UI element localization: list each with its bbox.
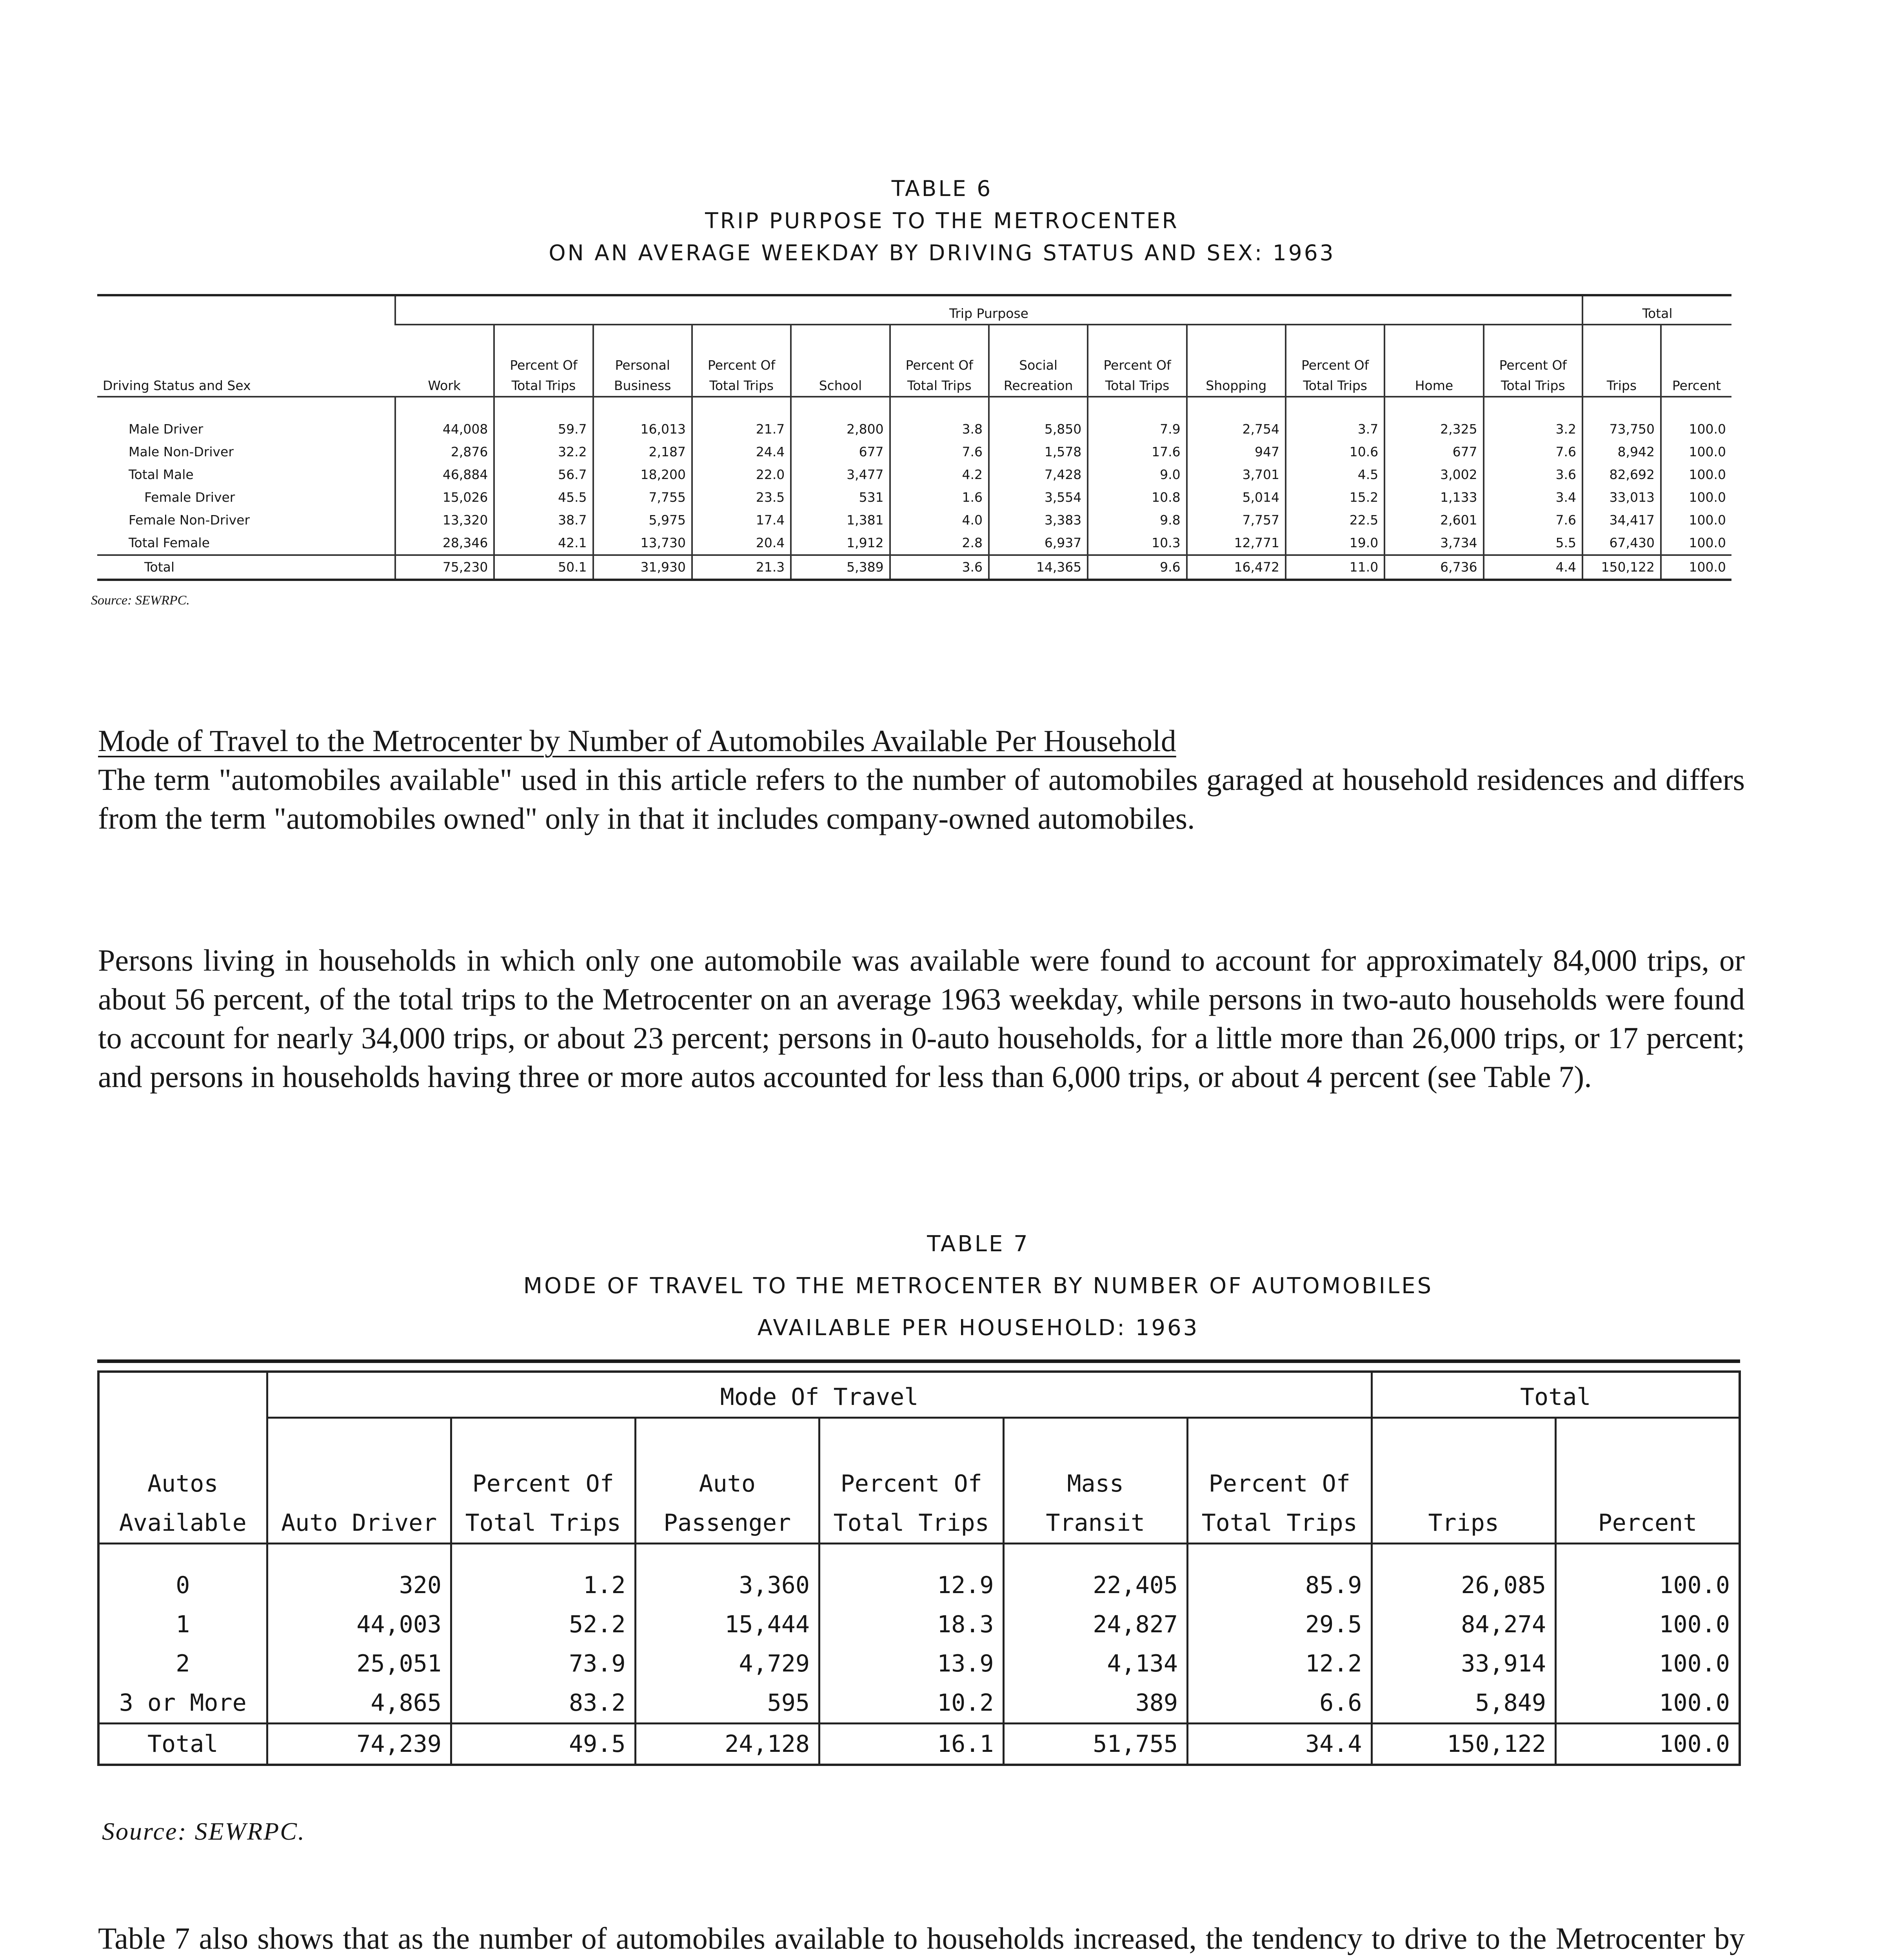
table6-cell: 3.6 xyxy=(1484,463,1582,486)
table7-row-label: Total xyxy=(98,1724,267,1765)
table6-row-label: Total xyxy=(97,555,395,580)
table7-cell: 22,405 xyxy=(1003,1566,1188,1605)
table7-row xyxy=(98,1683,1740,1724)
table6-cell: 38.7 xyxy=(494,509,593,532)
table7-cell: 73.9 xyxy=(451,1644,636,1683)
table6-cell: 3,477 xyxy=(791,463,890,486)
table6-cell: 7.9 xyxy=(1088,418,1186,441)
table6-column-header: Trips xyxy=(1582,325,1661,397)
table6-cell: 17.6 xyxy=(1088,441,1186,463)
table7 xyxy=(97,1370,1741,1766)
table6-title-line: TABLE 6 xyxy=(891,176,993,201)
table6-spacer-row xyxy=(97,397,1731,418)
table7-row xyxy=(98,1566,1740,1605)
table6-cell: 5,975 xyxy=(593,509,692,532)
table7-row xyxy=(98,1724,1740,1765)
table6-spacer-cell xyxy=(1484,397,1582,418)
table6-cell: 67,430 xyxy=(1582,532,1661,555)
table6-cell: 1,381 xyxy=(791,509,890,532)
table7-spacer-cell xyxy=(635,1544,819,1566)
table6-cell: 8,942 xyxy=(1582,441,1661,463)
table6-cell: 100.0 xyxy=(1661,418,1731,441)
table6-cell: 24.4 xyxy=(692,441,791,463)
table6 xyxy=(97,294,1731,581)
table6-spacer-cell xyxy=(692,397,791,418)
table6-spacer-cell xyxy=(1582,397,1661,418)
table6-group-header: Trip Purpose xyxy=(395,295,1582,325)
table6-column-header: Percent Of Total Trips xyxy=(1286,325,1384,397)
table7-cell: 52.2 xyxy=(451,1605,636,1644)
table6-column-header: School xyxy=(791,325,890,397)
table6-row-label: Total Male xyxy=(129,467,194,482)
table6-cell: 3,002 xyxy=(1384,463,1483,486)
table6-cell: 44,008 xyxy=(395,418,494,441)
table7-cell: 100.0 xyxy=(1556,1605,1740,1644)
table6-cell: 73,750 xyxy=(1582,418,1661,441)
table6-row-label: Female Driver xyxy=(144,490,235,505)
table6-cell: 3.8 xyxy=(890,418,989,441)
table6-cell: 9.6 xyxy=(1088,555,1186,580)
table6-cell: 9.8 xyxy=(1088,509,1186,532)
table6-spacer-cell xyxy=(395,397,494,418)
table7-column-header: Auto Passenger xyxy=(635,1418,819,1544)
table6-cell: 4.4 xyxy=(1484,555,1582,580)
table6-cell: 10.6 xyxy=(1286,441,1384,463)
table6-spacer-cell xyxy=(1187,397,1286,418)
table6-cell: 6,937 xyxy=(989,532,1088,555)
table7-cell: 3,360 xyxy=(635,1566,819,1605)
table7-spacer-cell xyxy=(1003,1544,1188,1566)
section1-paragraph-1: The term "automobiles available" used in this article refers to the number of automobiles garaged at household residences and differs from the term "automobiles owned" only in that it includes company-owned automobiles. xyxy=(98,762,1745,835)
table6-cell: 15,026 xyxy=(395,486,494,509)
table7-column-header: Percent Of Total Trips xyxy=(1188,1418,1372,1544)
table7-row xyxy=(98,1644,1740,1683)
table6-total-header: Total xyxy=(1582,295,1731,325)
table6-cell: 20.4 xyxy=(692,532,791,555)
table6-cell: 19.0 xyxy=(1286,532,1384,555)
table7-column-header: Percent xyxy=(1556,1418,1740,1544)
table6-cell: 4.2 xyxy=(890,463,989,486)
table6-column-header: Personal Business xyxy=(593,325,692,397)
table7-cell: 12.9 xyxy=(819,1566,1004,1605)
table6-spacer-cell xyxy=(1286,397,1384,418)
table6-cell: 31,930 xyxy=(593,555,692,580)
table7-cell: 83.2 xyxy=(451,1683,636,1724)
table6-cell: 21.7 xyxy=(692,418,791,441)
table6-cell: 16,013 xyxy=(593,418,692,441)
table7-cell: 26,085 xyxy=(1372,1566,1556,1605)
table7-spacer-cell xyxy=(819,1544,1004,1566)
table7-group-header: Mode Of Travel xyxy=(267,1372,1372,1418)
table7-row xyxy=(98,1605,1740,1644)
table7-cell: 24,128 xyxy=(635,1724,819,1765)
table6-cell: 3,701 xyxy=(1187,463,1286,486)
table6-cell: 7,757 xyxy=(1187,509,1286,532)
table7-spacer-cell xyxy=(267,1544,451,1566)
table6-cell: 13,730 xyxy=(593,532,692,555)
table6-cell: 3.2 xyxy=(1484,418,1582,441)
table6-cell: 677 xyxy=(1384,441,1483,463)
table6-spacer-cell xyxy=(97,397,395,418)
table6-cell: 1,912 xyxy=(791,532,890,555)
table6-cell: 82,692 xyxy=(1582,463,1661,486)
table6-cell: 46,884 xyxy=(395,463,494,486)
table7-cell: 34.4 xyxy=(1188,1724,1372,1765)
table7-title-line: TABLE 7 xyxy=(927,1231,1030,1257)
table7-cell: 100.0 xyxy=(1556,1683,1740,1724)
table6-stub-header: Driving Status and Sex xyxy=(97,295,395,397)
table6-cell: 5.5 xyxy=(1484,532,1582,555)
table6-column-header: Percent Of Total Trips xyxy=(494,325,593,397)
table6-cell: 100.0 xyxy=(1661,509,1731,532)
table6-cell: 100.0 xyxy=(1661,532,1731,555)
table7-cell: 16.1 xyxy=(819,1724,1004,1765)
table6-column-header: Percent xyxy=(1661,325,1731,397)
table6-cell: 5,850 xyxy=(989,418,1088,441)
table6-cell: 45.5 xyxy=(494,486,593,509)
table6-title xyxy=(0,172,1884,269)
table7-title xyxy=(0,1223,1884,1349)
table6-cell: 100.0 xyxy=(1661,463,1731,486)
table6-cell: 3.4 xyxy=(1484,486,1582,509)
table6-cell: 2,754 xyxy=(1187,418,1286,441)
table7-cell: 15,444 xyxy=(635,1605,819,1644)
table6-cell: 10.8 xyxy=(1088,486,1186,509)
table6-row-label: Male Non-Driver xyxy=(129,444,234,459)
table6-cell: 1,578 xyxy=(989,441,1088,463)
table6-cell: 3.7 xyxy=(1286,418,1384,441)
table6-cell: 5,389 xyxy=(791,555,890,580)
section1-heading: Mode of Travel to the Metrocenter by Number of Automobiles Available Per Household xyxy=(98,724,1176,758)
table6-cell: 100.0 xyxy=(1661,441,1731,463)
table6-spacer-cell xyxy=(1661,397,1731,418)
table7-cell: 51,755 xyxy=(1003,1724,1188,1765)
table7-cell: 4,865 xyxy=(267,1683,451,1724)
table6-row xyxy=(97,441,1731,463)
table7-spacer-cell xyxy=(98,1544,267,1566)
table7-total-header: Total xyxy=(1372,1372,1740,1418)
table7-cell: 85.9 xyxy=(1188,1566,1372,1605)
table6-cell: 2,601 xyxy=(1384,509,1483,532)
table6-spacer-cell xyxy=(1088,397,1186,418)
table7-cell: 84,274 xyxy=(1372,1605,1556,1644)
table6-cell: 10.3 xyxy=(1088,532,1186,555)
table6-cell: 42.1 xyxy=(494,532,593,555)
table7-column-header: Trips xyxy=(1372,1418,1556,1544)
table7-row-label: 0 xyxy=(98,1566,267,1605)
table6-column-header: Percent Of Total Trips xyxy=(1484,325,1582,397)
table6-row-label: Male Driver xyxy=(129,421,203,437)
table7-spacer-row xyxy=(98,1544,1740,1566)
table6-cell: 18,200 xyxy=(593,463,692,486)
table7-column-header: Auto Driver xyxy=(267,1418,451,1544)
table7-column-header: Mass Transit xyxy=(1003,1418,1188,1544)
table6-cell: 5,014 xyxy=(1187,486,1286,509)
table6-cell: 21.3 xyxy=(692,555,791,580)
table6-cell: 677 xyxy=(791,441,890,463)
table6-cell: 50.1 xyxy=(494,555,593,580)
table7-spacer-cell xyxy=(1188,1544,1372,1566)
table6-row xyxy=(97,463,1731,486)
table6-cell: 100.0 xyxy=(1661,555,1731,580)
table6-cell: 2,876 xyxy=(395,441,494,463)
table7-column-header: Percent Of Total Trips xyxy=(451,1418,636,1544)
table6-row xyxy=(97,418,1731,441)
table6-cell: 59.7 xyxy=(494,418,593,441)
table6-column-header: Percent Of Total Trips xyxy=(692,325,791,397)
table6-column-header: Home xyxy=(1384,325,1483,397)
table6-cell: 1.6 xyxy=(890,486,989,509)
table6-cell: 150,122 xyxy=(1582,555,1661,580)
table7-cell: 13.9 xyxy=(819,1644,1004,1683)
table6-cell: 2,187 xyxy=(593,441,692,463)
table6-cell: 33,013 xyxy=(1582,486,1661,509)
table6-row xyxy=(97,532,1731,555)
table6-cell: 28,346 xyxy=(395,532,494,555)
table6-cell: 2.8 xyxy=(890,532,989,555)
table7-cell: 74,239 xyxy=(267,1724,451,1765)
table6-cell: 4.5 xyxy=(1286,463,1384,486)
table6-cell: 32.2 xyxy=(494,441,593,463)
table7-spacer-cell xyxy=(1372,1544,1556,1566)
table6-cell: 7.6 xyxy=(1484,441,1582,463)
table7-cell: 320 xyxy=(267,1566,451,1605)
table6-column-header: Shopping xyxy=(1187,325,1286,397)
table6-row xyxy=(97,509,1731,532)
table7-spacer-cell xyxy=(1556,1544,1740,1566)
table6-cell: 23.5 xyxy=(692,486,791,509)
table6-cell: 3,383 xyxy=(989,509,1088,532)
table6-source: Source: SEWRPC. xyxy=(91,593,190,608)
table6-cell: 1,133 xyxy=(1384,486,1483,509)
table6-spacer-cell xyxy=(1384,397,1483,418)
table6-row xyxy=(97,486,1731,509)
table6-spacer-cell xyxy=(890,397,989,418)
table6-cell: 16,472 xyxy=(1187,555,1286,580)
table6-cell: 947 xyxy=(1187,441,1286,463)
table6-cell: 531 xyxy=(791,486,890,509)
table7-cell: 100.0 xyxy=(1556,1724,1740,1765)
table6-cell: 3,734 xyxy=(1384,532,1483,555)
table6-row xyxy=(97,555,1731,580)
table7-cell: 100.0 xyxy=(1556,1644,1740,1683)
table6-row-label: Female Non-Driver xyxy=(129,512,250,528)
table7-cell: 100.0 xyxy=(1556,1566,1740,1605)
table7-top-rule xyxy=(97,1359,1740,1363)
table7-cell: 595 xyxy=(635,1683,819,1724)
table6-cell: 17.4 xyxy=(692,509,791,532)
table6-cell: 7.6 xyxy=(890,441,989,463)
table7-column-header: Percent Of Total Trips xyxy=(819,1418,1004,1544)
table7-stub-header: Autos Available xyxy=(98,1372,267,1544)
table7-cell: 25,051 xyxy=(267,1644,451,1683)
table6-title-line: TRIP PURPOSE TO THE METROCENTER xyxy=(705,208,1179,233)
table7-cell: 5,849 xyxy=(1372,1683,1556,1724)
table6-cell: 14,365 xyxy=(989,555,1088,580)
table7-cell: 49.5 xyxy=(451,1724,636,1765)
table6-cell: 15.2 xyxy=(1286,486,1384,509)
table6-spacer-cell xyxy=(791,397,890,418)
table7-cell: 29.5 xyxy=(1188,1605,1372,1644)
table6-cell: 7.6 xyxy=(1484,509,1582,532)
table7-row-label: 3 or More xyxy=(98,1683,267,1724)
table7-cell: 4,729 xyxy=(635,1644,819,1683)
table7-title-line: MODE OF TRAVEL TO THE METROCENTER BY NUMBER OF AUTOMOBILES xyxy=(523,1273,1433,1299)
table7-title-line: AVAILABLE PER HOUSEHOLD: 1963 xyxy=(757,1315,1199,1341)
table7-cell: 33,914 xyxy=(1372,1644,1556,1683)
table6-column-header: Work xyxy=(395,325,494,397)
table7-cell: 24,827 xyxy=(1003,1605,1188,1644)
table6-column-header: Percent Of Total Trips xyxy=(890,325,989,397)
table6-column-header: Social Recreation xyxy=(989,325,1088,397)
table7-cell: 4,134 xyxy=(1003,1644,1188,1683)
table6-cell: 34,417 xyxy=(1582,509,1661,532)
table6-title-line: ON AN AVERAGE WEEKDAY BY DRIVING STATUS AND SEX: 1963 xyxy=(549,240,1335,265)
table7-source: Source: SEWRPC. xyxy=(102,1817,305,1845)
table7-row-label: 1 xyxy=(98,1605,267,1644)
table7-cell: 44,003 xyxy=(267,1605,451,1644)
table6-cell: 12,771 xyxy=(1187,532,1286,555)
table7-row-label: 2 xyxy=(98,1644,267,1683)
table7-cell: 6.6 xyxy=(1188,1683,1372,1724)
table6-spacer-cell xyxy=(989,397,1088,418)
table6-cell: 2,800 xyxy=(791,418,890,441)
section1 xyxy=(98,721,1745,838)
table6-cell: 7,755 xyxy=(593,486,692,509)
table7-cell: 1.2 xyxy=(451,1566,636,1605)
table6-row-label: Total Female xyxy=(129,535,210,550)
table6-cell: 100.0 xyxy=(1661,486,1731,509)
table6-cell: 7,428 xyxy=(989,463,1088,486)
table6-cell: 22.0 xyxy=(692,463,791,486)
table6-column-header: Percent Of Total Trips xyxy=(1088,325,1186,397)
table6-cell: 4.0 xyxy=(890,509,989,532)
section2-paragraph-1: Table 7 also shows that as the number of automobiles available to households increased, the tendency to drive to the Metrocenter by xyxy=(98,1921,1745,1955)
table6-cell: 2,325 xyxy=(1384,418,1483,441)
table7-spacer-cell xyxy=(451,1544,636,1566)
table6-cell: 75,230 xyxy=(395,555,494,580)
table7-cell: 18.3 xyxy=(819,1605,1004,1644)
table6-cell: 3.6 xyxy=(890,555,989,580)
table6-cell: 3,554 xyxy=(989,486,1088,509)
table7-cell: 150,122 xyxy=(1372,1724,1556,1765)
table6-cell: 9.0 xyxy=(1088,463,1186,486)
table6-cell: 6,736 xyxy=(1384,555,1483,580)
table7-cell: 389 xyxy=(1003,1683,1188,1724)
table6-cell: 56.7 xyxy=(494,463,593,486)
table6-spacer-cell xyxy=(494,397,593,418)
table7-cell: 12.2 xyxy=(1188,1644,1372,1683)
table7-cell: 10.2 xyxy=(819,1683,1004,1724)
table6-spacer-cell xyxy=(593,397,692,418)
table6-cell: 11.0 xyxy=(1286,555,1384,580)
section1-paragraph-2: Persons living in households in which only one automobile was available were found to account for approximately 84,000 trips, or about 56 percent, of the total trips to the Metrocenter on an average 1963 weekday, while persons in two-auto households were found to account for nearly 34,000 trips, or about 23 percent; persons in 0-auto households, for a little more than 26,000 trips, or 17 percent; and persons in households having three or more autos accounted for less than 6,000 trips, or about 4 percent (see Table 7). xyxy=(98,943,1745,1094)
table6-cell: 13,320 xyxy=(395,509,494,532)
table6-cell: 22.5 xyxy=(1286,509,1384,532)
